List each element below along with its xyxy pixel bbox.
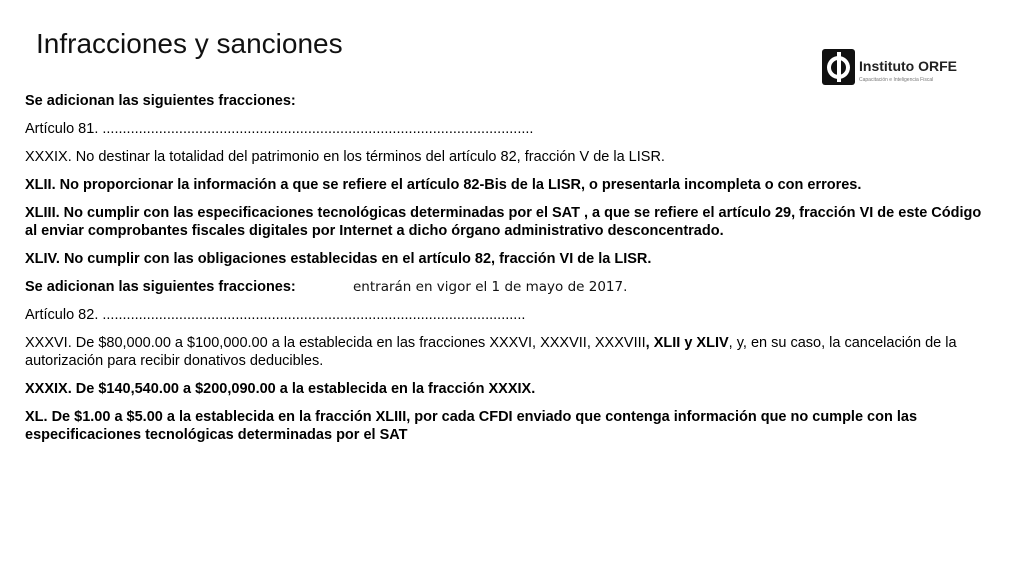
paragraph-xliii: XLIII. No cumplir con las especificaciones tecnológicas determinadas por el SAT , a que se refiere el artículo 29, fracción VI de este Código al enviar comprobantes fiscales digitales por Internet a dicho órgano administrativo desconcentrado. [25,205,982,239]
xxxvi-text-c: , y, en su caso, la cancelación de la autorización para recibir donativos deducibles. [25,335,957,369]
logo-tagline: Capacitación e Inteligencia Fiscal [859,77,934,83]
overlay-note: entrarán en vigor el 1 de mayo de 2017. [353,279,628,295]
paragraph-xlii: XLII. No proporcionar la información a que se refiere el artículo 82-Bis de la LISR, o presentarla incompleta o con errores. [25,177,862,193]
paragraph-xxxix-penalty: XXXIX. De $140,540.00 a $200,090.00 a la establecida en la fracción XXXIX. [25,381,536,397]
xxxvi-text-bold: , XLII y XLIV [645,335,729,351]
paragraph-heading-2: Se adicionan las siguientes fracciones: [25,279,296,295]
logo-name: Instituto ORFE [859,58,957,74]
orfe-logo-icon [822,49,855,85]
slide-body [25,92,993,454]
paragraph-article-81: Artículo 81. ........................................................................................................... [25,121,534,137]
xxxvi-text-a: XXXVI. De $80,000.00 a $100,000.00 a la establecida en las fracciones XXXVI, XXXVII, XXXVIII [25,335,646,351]
paragraph-xl-penalty: XL. De $1.00 a $5.00 a la establecida en la fracción XLIII, por cada CFDI enviado que contenga información que no cumple con las especificaciones tecnológicas determinadas por el SAT [25,409,918,443]
paragraph-xliv: XLIV. No cumplir con las obligaciones establecidas en el artículo 82, fracción VI de la LISR. [25,251,652,267]
paragraph-xxxvi [25,334,993,370]
slide-title: Infracciones y sanciones [36,28,343,59]
logo [822,49,982,89]
paragraph-heading-1: Se adicionan las siguientes fracciones: [25,93,296,109]
paragraph-article-82: Artículo 82. ......................................................................................................... [25,307,526,323]
paragraph-xxxix: XXXIX. No destinar la totalidad del patrimonio en los términos del artículo 82, fracción V de la LISR. [25,149,665,165]
